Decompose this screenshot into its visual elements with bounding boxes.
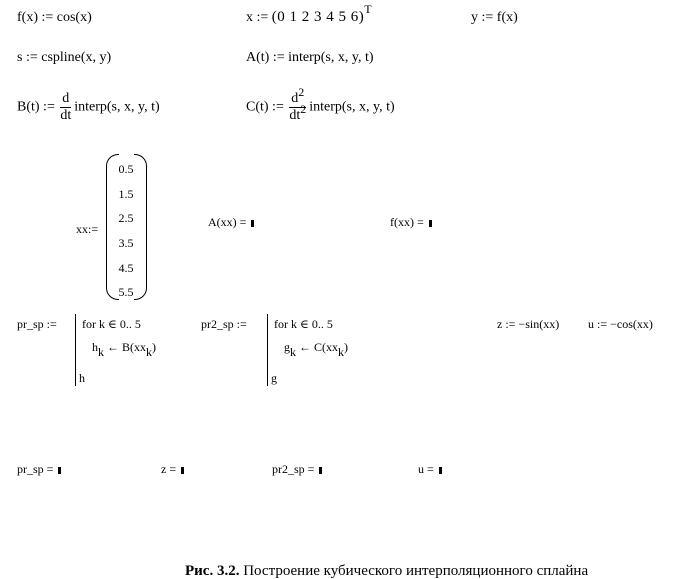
pr-sp-assign-line[interactable] (92, 340, 156, 359)
matrix-cell: 0.5 (118, 162, 134, 176)
pr-sp-lhs[interactable]: pr_sp := (17, 317, 57, 331)
pr2-sp-assign-index: k (290, 345, 296, 359)
b-definition[interactable] (17, 92, 160, 123)
pr2-sp-evaluation[interactable] (272, 463, 322, 475)
c-den-power: 2 (300, 102, 307, 116)
pr-sp-assign-index: k (98, 345, 104, 359)
s-definition[interactable]: s := cspline(x, y) (17, 50, 112, 65)
pr2-sp-assign-var: g (284, 340, 290, 354)
pr2-sp-lhs[interactable]: pr2_sp := (201, 317, 247, 331)
derivative-denominator: dt (60, 108, 72, 123)
pr-sp-assign-expr-index: k (146, 345, 152, 359)
figure-caption-text: Построение кубического интерполяционного сплайна (239, 563, 589, 579)
matrix-cell: 2.5 (118, 211, 134, 225)
z-evaluation[interactable] (161, 463, 184, 475)
result-placeholder[interactable] (181, 467, 184, 474)
matrix-cell: 5.5 (118, 285, 134, 299)
derivative-numerator: d (62, 91, 70, 106)
matrix-cell: 3.5 (118, 236, 134, 250)
b-lhs: B(t) := (17, 99, 59, 115)
xx-matrix[interactable] (106, 154, 146, 300)
matrix-cell: 1.5 (118, 187, 134, 201)
transpose-mark: T (364, 2, 372, 16)
pr2-sp-assign-close: ) (344, 340, 348, 354)
x-definition-lhs: x := (246, 10, 272, 25)
u-definition[interactable]: u := −cos(xx) (588, 317, 653, 331)
c-lhs: C(t) := (246, 99, 288, 115)
pr2-sp-eval-label: pr2_sp = (272, 462, 318, 476)
a-xx-evaluation[interactable] (208, 216, 254, 228)
figure-caption-label: Рис. 3.2. (185, 563, 240, 579)
f-xx-label: f(xx) = (390, 215, 427, 229)
f-xx-evaluation[interactable] (390, 216, 432, 228)
c-definition[interactable] (246, 85, 395, 123)
pr2-sp-assign-line[interactable] (284, 340, 348, 359)
c-num-d: d (291, 91, 299, 106)
pr-sp-assign-var: h (92, 340, 98, 354)
matrix-cell: 4.5 (118, 261, 134, 275)
x-vector: (0 1 2 3 4 5 6) (271, 9, 365, 25)
y-definition[interactable]: y := f(x) (471, 10, 518, 25)
pr-sp-return[interactable]: h (79, 371, 85, 385)
result-placeholder[interactable] (439, 467, 442, 474)
c-rhs: interp(s, x, y, t) (309, 99, 395, 115)
figure-caption (185, 564, 588, 579)
pr-sp-evaluation[interactable] (17, 463, 61, 475)
pr-sp-program-bar (75, 314, 76, 386)
x-definition[interactable] (246, 2, 372, 25)
pr2-sp-return[interactable]: g (271, 371, 277, 385)
pr2-sp-program-bar (267, 314, 268, 386)
pr2-sp-assign-expr-index: k (338, 345, 344, 359)
a-xx-label: A(xx) = (208, 215, 250, 229)
u-evaluation[interactable] (418, 463, 442, 475)
result-placeholder[interactable] (429, 220, 432, 227)
result-placeholder[interactable] (251, 220, 254, 227)
f-definition[interactable]: f(x) := cos(x) (17, 10, 92, 25)
derivative-fraction (58, 92, 73, 123)
z-definition[interactable]: z := −sin(xx) (497, 317, 560, 331)
z-eval-label: z = (161, 462, 180, 476)
pr-sp-assign-expr: ← B(xx (104, 340, 146, 354)
pr-sp-assign-close: ) (152, 340, 156, 354)
u-eval-label: u = (418, 462, 437, 476)
pr-sp-for-line[interactable]: for k ∈ 0.. 5 (82, 317, 141, 331)
second-derivative-fraction (287, 85, 308, 123)
xx-label[interactable]: xx:= (76, 222, 99, 236)
c-num-power: 2 (298, 85, 305, 99)
pr2-sp-assign-expr: ← C(xx (296, 340, 338, 354)
second-derivative-denominator (287, 102, 308, 123)
pr2-sp-for-line[interactable]: for k ∈ 0.. 5 (274, 317, 333, 331)
result-placeholder[interactable] (58, 467, 61, 474)
result-placeholder[interactable] (319, 467, 322, 474)
a-definition[interactable]: A(t) := interp(s, x, y, t) (246, 50, 374, 65)
c-den-dt: dt (289, 108, 301, 123)
b-rhs: interp(s, x, y, t) (74, 99, 160, 115)
pr-sp-eval-label: pr_sp = (17, 462, 57, 476)
